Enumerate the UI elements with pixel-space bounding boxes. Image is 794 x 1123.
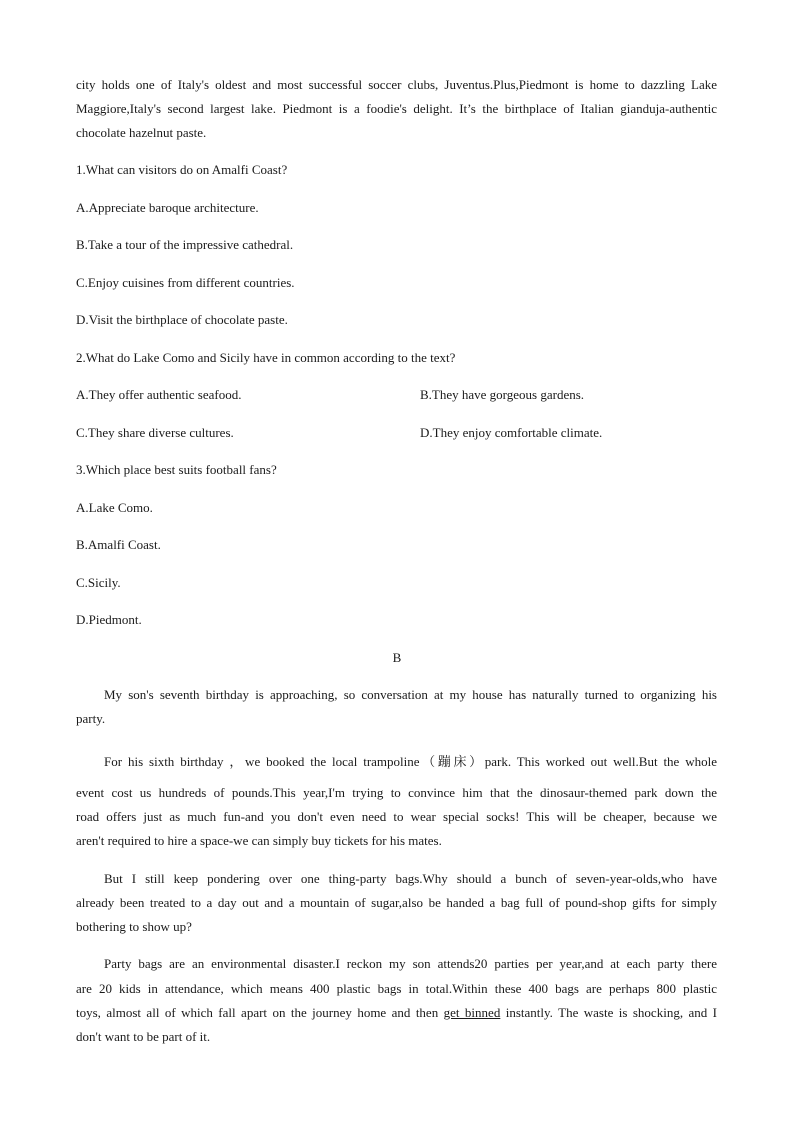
p4-line-3-after: instantly. The waste is shocking, and I — [500, 1005, 718, 1020]
q3-option-c: C.Sicily. — [76, 575, 121, 590]
p3-line-2: already been treated to a day out and a mountain of sugar,also be handed a bag full of pound-shop gifts for simply — [76, 895, 717, 910]
q1-option-c: C.Enjoy cuisines from different countries. — [76, 275, 295, 290]
q2-option-a: A.They offer authentic seafood. — [76, 387, 242, 402]
intro-line-1: city holds one of Italy's oldest and most successful soccer clubs, Juventus.Plus,Piedmont is home to dazzling Lake — [76, 77, 717, 92]
q2-option-d: D.They enjoy comfortable climate. — [420, 425, 603, 440]
q1-option-d: D.Visit the birthplace of chocolate paste. — [76, 312, 288, 327]
p2-line-3: road offers just as much fun-and you don't even need to wear special socks! This will be cheaper, because we — [76, 809, 717, 824]
p2-line-4: aren't required to hire a space-we can simply buy tickets for his mates. — [76, 833, 442, 848]
p3-line-1: But I still keep pondering over one thing-party bags.Why should a bunch of seven-year-olds,who have — [104, 871, 717, 886]
q3-option-a: A.Lake Como. — [76, 500, 153, 515]
q3-option-b: B.Amalfi Coast. — [76, 537, 161, 552]
p1-line-2: party. — [76, 711, 106, 726]
q1-option-a: A.Appreciate baroque architecture. — [76, 200, 259, 215]
q2-option-c: C.They share diverse cultures. — [76, 425, 234, 440]
q2-stem: 2.What do Lake Como and Sicily have in common according to the text? — [76, 350, 456, 365]
q1-option-b: B.Take a tour of the impressive cathedral. — [76, 237, 294, 252]
p3-line-3: bothering to show up? — [76, 919, 192, 934]
p4-line-3 — [76, 1005, 717, 1021]
intro-line-2: Maggiore,Italy's second largest lake. Piedmont is a foodie's delight. It’s the birthplace of Italian gianduja-authentic — [76, 101, 717, 116]
q1-stem: 1.What can visitors do on Amalfi Coast? — [76, 162, 288, 177]
p4-line-3-before: toys, almost all of which fall apart on the journey home and then — [76, 1005, 444, 1020]
p4-line-4: don't want to be part of it. — [76, 1029, 211, 1044]
q3-stem: 3.Which place best suits football fans? — [76, 462, 277, 477]
p4-line-2: are 20 kids in attendance, which means 400 plastic bags in total.Within these 400 bags are perhaps 800 plastic — [76, 981, 717, 996]
section-heading: B — [392, 650, 402, 665]
intro-line-3: chocolate hazelnut paste. — [76, 125, 207, 140]
p2-line-1: For his sixth birthday ，we booked the local trampoline（蹦床）park. This worked out well.But the whole — [104, 754, 717, 769]
p2-line-2: event cost us hundreds of pounds.This year,I'm trying to convince him that the dinosaur-themed park down the — [76, 785, 717, 800]
underlined-phrase: get binned — [443, 1005, 501, 1020]
q2-option-b: B.They have gorgeous gardens. — [420, 387, 585, 402]
p4-line-1: Party bags are an environmental disaster.I reckon my son attends20 parties per year,and at each party there — [104, 956, 717, 971]
p1-line-1: My son's seventh birthday is approaching, so conversation at my house has naturally turned to organizing his — [104, 687, 717, 702]
q3-option-d: D.Piedmont. — [76, 612, 142, 627]
